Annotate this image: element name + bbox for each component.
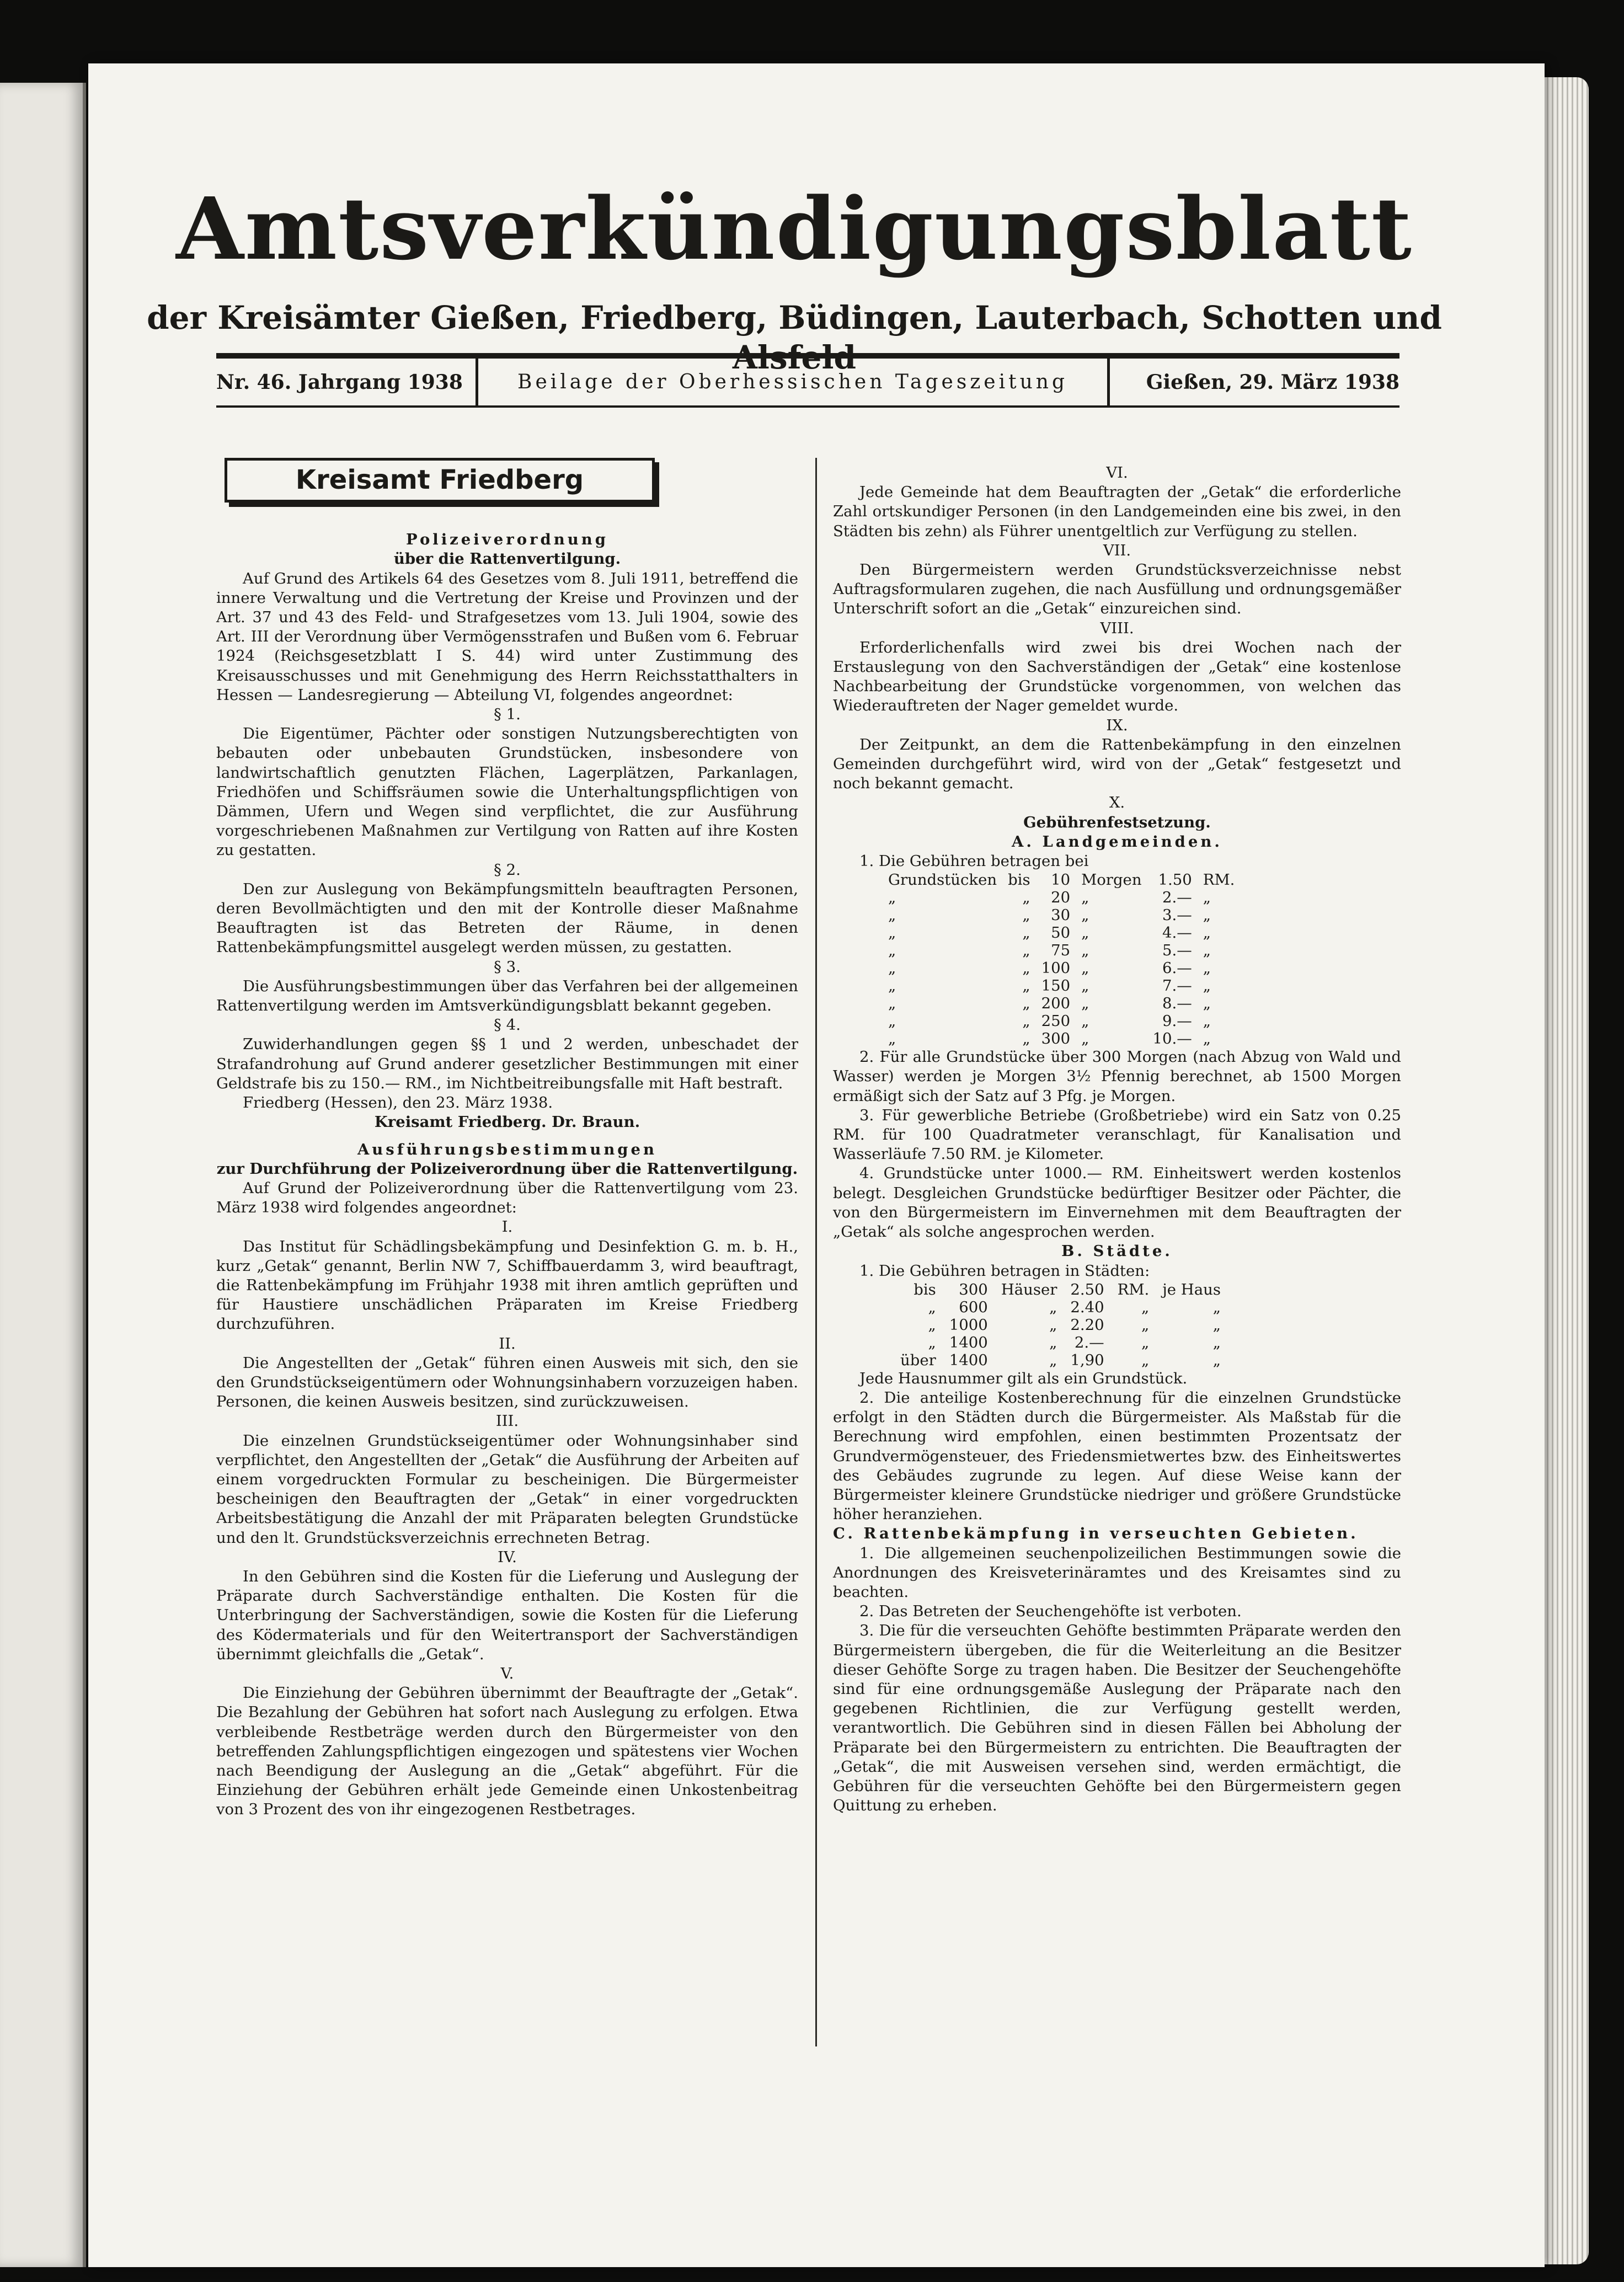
fees-infected-p3: 3. Die für die verseuchten Gehöfte bestimmten Präparate werden den Bürgermeistern übergeben, die für die Weiterleitung an die Besitzer dieser Gehöfte Sorge zu tragen haben. Die Besitzer der Seuchengehöfte sind für eine ordnungsgemäße Auslegung der Präparate nach den gegebenen Richtlinien, die zur Verfügung gestellt werden, verantwortlich. Die Gebühren sind in diesen Fällen bei Abholung der Präparate bei den Bürgermeistern zu entrichten. Die Beauftragten der „Getak“, die mit Ausweisen versehen sind, werden ermächtigt, die Gebühren für die verseuchten Gehöfte bei den Bürgermeistern gegen Quittung zu erheben. <box>833 1622 1401 1815</box>
fee-cell-size: 30 <box>1051 906 1071 924</box>
office-heading-box: Kreisamt Friedberg <box>225 458 655 503</box>
fee-row <box>883 1030 1240 1048</box>
fee-cell-fee: 8.— <box>1162 995 1192 1013</box>
fee-cell-fee: 1.50 <box>1158 871 1192 889</box>
fee-cell-prefix: „ <box>888 1012 896 1030</box>
fee-cell-bis: „ <box>1022 977 1030 995</box>
fee-cell-unit: „ <box>1081 906 1089 924</box>
fees-title: Gebührenfestsetzung. <box>1023 813 1211 831</box>
fee-cell-bis: „ <box>1022 906 1030 924</box>
city-fee-table <box>894 1281 1227 1369</box>
section-number: § 2. <box>494 861 521 879</box>
article-text: Jede Gemeinde hat dem Beauftragten der „Getak“ die erforderliche Zahl ortskundiger Personen (in den Landgemeinden eine bis zwei, in den Städten bis zehn) als Führer unentgeltlich zur Verfügung zu stellen. <box>833 483 1401 540</box>
fee-cell-prefix: „ <box>888 959 896 977</box>
fee-row <box>883 995 1240 1012</box>
city-fee-cell-unit: „ <box>1049 1316 1057 1334</box>
city-fee-cell-currency: „ <box>1141 1298 1150 1316</box>
city-fee-cell-fee: 2.— <box>1074 1333 1104 1351</box>
fee-row <box>883 1012 1240 1030</box>
section-text: Die Ausführungsbestimmungen über das Verfahren bei der allgemeinen Rattenvertilgung werden im Amtsverkündigungsblatt bekannt gegeben. <box>216 977 798 1015</box>
section-text: Zuwiderhandlungen gegen §§ 1 und 2 werden, unbeschadet der Strafandrohung auf Grund anderer gesetzlicher Bestimmungen mit einer Geldstrafe bis zu 150.— RM., im Nichtbeitreibungsfalle mit Haft bestraft. <box>216 1035 798 1092</box>
fee-cell-currency: „ <box>1203 1030 1211 1048</box>
fee-cell-fee: 10.— <box>1152 1030 1192 1048</box>
fee-cell-unit: „ <box>1081 959 1089 977</box>
city-fee-cell-currency: „ <box>1141 1316 1150 1334</box>
fee-cell-unit: „ <box>1081 995 1089 1013</box>
section-text: Den zur Auslegung von Bekämpfungsmitteln beauftragten Personen, deren Bevollmächtigten und den mit der Kontrolle dieser Maßnahme Beauftragten ist das Betreten der Räume, in denen Rattenbekämpfungsmittel ausgelegt werden müssen, zu gestatten. <box>216 880 798 956</box>
signature-office: Kreisamt Friedberg. Dr. Braun. <box>374 1113 640 1131</box>
article-number: I. <box>501 1218 513 1236</box>
fee-cell-fee: 9.— <box>1162 1012 1192 1030</box>
fee-cell-prefix: „ <box>888 1030 896 1048</box>
fee-cell-unit: „ <box>1081 924 1089 942</box>
city-fee-cell-per: „ <box>1212 1316 1221 1334</box>
fee-cell-size: 75 <box>1051 942 1071 960</box>
fee-cell-currency: „ <box>1203 906 1211 924</box>
article-text: Den Bürgermeistern werden Grundstücksverzeichnisse nebst Auftragsformularen zugehen, die nach Ausfüllung und ordnungsgemäßer Unterschrift sofort an die „Getak“ einzureichen sind. <box>833 561 1401 618</box>
city-fee-cell-unit: „ <box>1049 1351 1057 1369</box>
fee-cell-bis: „ <box>1022 924 1030 942</box>
fees-infected-p1: 1. Die allgemeinen seuchenpolizeilichen Bestimmungen sowie die Anordnungen des Kreisveterinäramtes und des Kreisamtes sind zu beachten. <box>833 1544 1401 1601</box>
fees-city-note: Jede Hausnummer gilt als ein Grundstück. <box>859 1369 1188 1387</box>
masthead-title: Amtsverkündigungsblatt <box>176 178 1413 279</box>
fee-row <box>883 959 1240 977</box>
issue-number: Nr. 46. Jahrgang 1938 <box>216 370 463 394</box>
fee-cell-fee: 5.— <box>1162 942 1192 960</box>
fee-cell-currency: RM. <box>1203 871 1235 889</box>
article-text: Der Zeitpunkt, an dem die Rattenbekämpfung in den einzelnen Gemeinden durchgeführt wird, wird von der „Getak“ festgesetzt und noch bekannt gemacht. <box>833 735 1401 793</box>
signature-place-date: Friedberg (Hessen), den 23. März 1938. <box>243 1094 553 1112</box>
section-text: Die Eigentümer, Pächter oder sonstigen Nutzungsberechtigten von bebauten oder unbebauten Grundstücken, insbesondere von landwirtschaftlich genutzten Flächen, Lagerplätzen, Parkanlagen, Friedhöfen und Schiffsräumen sowie die Unterhaltungspflichtigen von Dämmen, Ufern und Wegen sind verpflichtet, die zur Ausführung vorgeschriebenen Maßnahmen zur Vertilgung von Ratten auf ihre Kosten zu gestatten. <box>216 725 798 859</box>
article-number: X. <box>1109 794 1125 812</box>
police-order-subtitle: über die Rattenvertilgung. <box>393 550 621 568</box>
city-fee-cell-fee: 2.40 <box>1070 1298 1104 1316</box>
city-fee-cell-size: 1400 <box>949 1351 988 1369</box>
fees-rural-p4: 4. Grundstücke unter 1000.— RM. Einheitswert werden kostenlos belegt. Desgleichen Grundstücke bedürftiger Besitzer oder Pächter, die von den Bürgermeistern im Einvernehmen mit dem Beauftragten der „Getak“ als solche angesprochen werden. <box>833 1164 1401 1241</box>
fee-cell-bis: „ <box>1022 1012 1030 1030</box>
fee-cell-unit: „ <box>1081 942 1089 960</box>
section-number: § 1. <box>494 706 521 724</box>
rural-fee-table <box>883 871 1240 1048</box>
left-column <box>216 458 798 1820</box>
fee-cell-currency: „ <box>1203 889 1211 907</box>
city-fee-cell-unit: „ <box>1049 1298 1057 1316</box>
fee-cell-prefix: Grundstücken <box>888 871 997 889</box>
city-fee-cell-fee: 2.50 <box>1070 1280 1104 1298</box>
city-fee-row <box>894 1281 1227 1298</box>
fees-infected-heading: C. Rattenbekämpfung in verseuchten Gebieten. <box>833 1525 1359 1543</box>
masthead <box>127 178 1462 377</box>
fee-cell-currency: „ <box>1203 924 1211 942</box>
fee-cell-bis: „ <box>1022 995 1030 1013</box>
fees-rural-intro: 1. Die Gebühren betragen bei <box>859 852 1089 870</box>
fee-cell-size: 300 <box>1041 1030 1071 1048</box>
city-fee-cell-fee: 2.20 <box>1070 1316 1104 1334</box>
city-fee-row <box>894 1351 1227 1369</box>
article-text: Das Institut für Schädlingsbekämpfung und Desinfektion G. m. b. H., kurz „Getak“ genannt, Berlin NW 7, Schiffbauerdamm 3, wird beauftragt, die Rattenbekämpfung im Frühjahr 1938 mit ihren amtlich geprüften und für Haustiere unschädlichen Präparaten im Kreise Friedberg durchzuführen. <box>216 1237 798 1333</box>
fee-cell-size: 250 <box>1041 1012 1071 1030</box>
implementation-preamble: Auf Grund der Polizeiverordnung über die Rattenvertilgung vom 23. März 1938 wird folgendes angeordnet: <box>216 1179 798 1217</box>
masthead-rule-top <box>216 353 1399 359</box>
fee-cell-size: 150 <box>1041 977 1071 995</box>
city-fee-cell-per: je Haus <box>1162 1280 1221 1298</box>
city-fee-cell-bis: über <box>900 1351 936 1369</box>
city-fee-cell-per: „ <box>1212 1333 1221 1351</box>
fee-cell-size: 10 <box>1051 871 1071 889</box>
fees-infected-p2: 2. Das Betreten der Seuchengehöfte ist verboten. <box>859 1602 1242 1621</box>
previous-page-edge <box>0 83 86 2267</box>
fee-row <box>883 924 1240 942</box>
implementation-subtitle: zur Durchführung der Polizeiverordnung über die Rattenvertilgung. <box>216 1159 798 1178</box>
fee-row <box>883 977 1240 995</box>
fee-row <box>883 906 1240 924</box>
article-text: Die einzelnen Grundstückseigentümer oder Wohnungsinhaber sind verpflichtet, den Angestellten der „Getak“ die Ausführung der Arbeiten auf einem vorgedruckten Formular zu bescheinigen. Die Bürgermeister bescheinigen den Beauftragten der „Getak“ in einer vorgedruckten Arbeitsbestätigung die Anzahl der mit Präparaten belegten Grundstücke und den lt. Grundstücksverzeichnis errechneten Betrag. <box>216 1431 798 1547</box>
masthead-rule-bottom <box>216 405 1399 408</box>
fee-cell-prefix: „ <box>888 977 896 995</box>
fee-cell-prefix: „ <box>888 942 896 960</box>
fee-cell-size: 100 <box>1041 959 1071 977</box>
article-number: II. <box>499 1334 516 1353</box>
fee-cell-size: 200 <box>1041 995 1071 1013</box>
section-number: § 3. <box>494 958 521 976</box>
city-fee-cell-fee: 1,90 <box>1070 1351 1104 1369</box>
fee-cell-currency: „ <box>1203 959 1211 977</box>
city-fee-cell-size: 1400 <box>949 1333 988 1351</box>
city-fee-cell-unit: „ <box>1049 1333 1057 1351</box>
city-fee-cell-currency: „ <box>1141 1333 1150 1351</box>
issue-bar <box>216 359 1399 405</box>
fee-cell-prefix: „ <box>888 924 896 942</box>
fee-cell-currency: „ <box>1203 977 1211 995</box>
issue-supplement: Beilage der Oberhessischen Tageszeitung <box>517 371 1068 393</box>
fees-city-intro: 1. Die Gebühren betragen in Städten: <box>859 1262 1150 1280</box>
fee-row <box>883 889 1240 906</box>
fee-cell-bis: „ <box>1022 959 1030 977</box>
article-text: Die Einziehung der Gebühren übernimmt der Beauftragte der „Getak“. Die Bezahlung der Gebühren hat sofort nach Auslegung zu erfolgen. Etwa verbleibende Restbeträge werden durch den Bürgermeister von den betreffenden Zahlungspflichtigen eingezogen und spätestens vier Wochen nach Beendigung der Auslegung an die „Getak“ abgeführt. Für die Einziehung der Gebühren erhält jede Gemeinde einen Unkostenbeitrag von 3 Prozent des von ihr eingezogenen Restbetrages. <box>216 1684 798 1819</box>
city-fee-row <box>894 1298 1227 1316</box>
fee-cell-bis: „ <box>1022 889 1030 907</box>
city-fee-cell-size: 600 <box>959 1298 988 1316</box>
city-fee-cell-size: 1000 <box>949 1316 988 1334</box>
article-number: V. <box>500 1664 514 1682</box>
fee-cell-prefix: „ <box>888 995 896 1013</box>
article-number: IV. <box>498 1548 517 1566</box>
fee-row <box>883 942 1240 959</box>
city-fee-cell-bis: „ <box>928 1333 936 1351</box>
column-divider <box>815 458 817 2046</box>
article-text: In den Gebühren sind die Kosten für die Lieferung und Auslegung der Präparate durch Sachverständige enthalten. Die Kosten für die Unterbringung der Sachverständigen, sowie die Kosten für die Lieferung des Ködermaterials und für den Weitertransport der Sachverständigen übernimmt gleichfalls die „Getak“. <box>216 1567 798 1663</box>
fee-cell-unit: „ <box>1081 1012 1089 1030</box>
fee-row <box>883 871 1240 889</box>
city-fee-row <box>894 1334 1227 1351</box>
article-number: VIII. <box>1100 619 1134 637</box>
fee-cell-size: 50 <box>1051 924 1071 942</box>
issue-place-date: Gießen, 29. März 1938 <box>1146 370 1399 394</box>
city-fee-cell-bis: „ <box>928 1298 936 1316</box>
article-number: VI. <box>1106 464 1128 482</box>
masthead-subtitle: der Kreisämter Gießen, Friedberg, Büdingen, Lauterbach, Schotten und <box>147 299 1442 336</box>
fee-cell-bis: „ <box>1022 1030 1030 1048</box>
fees-rural-p3: 3. Für gewerbliche Betriebe (Großbetriebe) wird ein Satz von 0.25 RM. für 100 Quadratmeter veranschlagt, für Kanalisation und Wasserläufe 7.50 RM. je Kilometer. <box>833 1106 1401 1163</box>
section-number: § 4. <box>494 1016 521 1034</box>
implementation-title: Ausführungsbestimmungen <box>357 1140 658 1158</box>
city-fee-cell-bis: bis <box>913 1280 936 1298</box>
fees-rural-p2: 2. Für alle Grundstücke über 300 Morgen (nach Abzug von Wald und Wasser) werden je Morgen 3½ Pfennig berechnet, ab 1500 Morgen ermäßigt sich der Satz auf 3 Pfg. je Morgen. <box>833 1048 1401 1105</box>
fee-cell-unit: „ <box>1081 977 1089 995</box>
article-number: III. <box>495 1412 519 1430</box>
police-order-preamble: Auf Grund des Artikels 64 des Gesetzes vom 8. Juli 1911, betreffend die innere Verwaltung und die Vertretung der Kreise und Provinzen und der Art. 37 und 43 des Feld- und Strafgesetzes vom 13. Juli 1904, sowie des Art. III der Verordnung über Vermögensstrafen und Bußen vom 6. Februar 1924 (Reichsgesetzblatt I S. 44) wird unter Zustimmung des Kreisausschusses und mit Genehmigung des Herrn Reichsstatthalters in Hessen — Landesregierung — Abteilung VI, folgendes angeordnet: <box>216 569 798 704</box>
fee-cell-prefix: „ <box>888 889 896 907</box>
right-column <box>833 463 1401 1815</box>
article-number: IX. <box>1106 716 1128 734</box>
city-fee-cell-bis: „ <box>928 1316 936 1334</box>
police-order-title: Polizeiverordnung <box>406 531 608 549</box>
fee-cell-bis: bis <box>1008 871 1030 889</box>
city-fee-cell-currency: „ <box>1141 1351 1150 1369</box>
fee-cell-fee: 3.— <box>1162 906 1192 924</box>
fee-cell-fee: 6.— <box>1162 959 1192 977</box>
article-text: Die Angestellten der „Getak“ führen einen Ausweis mit sich, den sie den Grundstückseigentümern oder Wohnungsinhabern vorzuzeigen haben. Personen, die keinen Ausweis besitzen, sind zurückzuweisen. <box>216 1354 798 1411</box>
fee-cell-fee: 4.— <box>1162 924 1192 942</box>
fee-cell-fee: 7.— <box>1162 977 1192 995</box>
city-fee-cell-currency: RM. <box>1117 1280 1150 1298</box>
article-number: VII. <box>1103 541 1131 559</box>
city-fee-cell-per: „ <box>1212 1351 1221 1369</box>
city-fee-cell-size: 300 <box>959 1280 988 1298</box>
fee-cell-fee: 2.— <box>1162 889 1192 907</box>
fee-cell-unit: Morgen <box>1081 871 1142 889</box>
fee-cell-unit: „ <box>1081 1030 1089 1048</box>
fee-cell-size: 20 <box>1051 889 1071 907</box>
fees-city-p2: 2. Die anteilige Kostenberechnung für die einzelnen Grundstücke erfolgt in den Städten durch die Bürgermeister. Als Maßstab für die Berechnung wird empfohlen, einen bestimmten Prozentsatz der Grundvermögensteuer, des Friedensmietwertes bzw. des Einheitswertes des Gebäudes zugrunde zu legen. Auf diese Weise kann der Bürgermeister kleinere Grundstücke niedriger und größere Grundstücke höher heranziehen. <box>833 1388 1401 1524</box>
fee-cell-currency: „ <box>1203 995 1211 1013</box>
fee-cell-currency: „ <box>1203 1012 1211 1030</box>
fees-city-heading: B. Städte. <box>1061 1242 1173 1260</box>
city-fee-cell-unit: Häuser <box>1001 1280 1057 1298</box>
fee-cell-bis: „ <box>1022 942 1030 960</box>
city-fee-cell-per: „ <box>1212 1298 1221 1316</box>
fee-cell-prefix: „ <box>888 906 896 924</box>
fee-cell-currency: „ <box>1203 942 1211 960</box>
article-text: Erforderlichenfalls wird zwei bis drei Wochen nach der Erstauslegung von den Sachverständigen der „Getak“ eine kostenlose Nachbearbeitung der Grundstücke vorgenommen, von welchen das Wiederauftreten der Nager gemeldet wurde. <box>833 638 1401 715</box>
fee-cell-unit: „ <box>1081 889 1089 907</box>
fees-rural-heading: A. Landgemeinden. <box>1012 832 1222 851</box>
city-fee-row <box>894 1316 1227 1334</box>
